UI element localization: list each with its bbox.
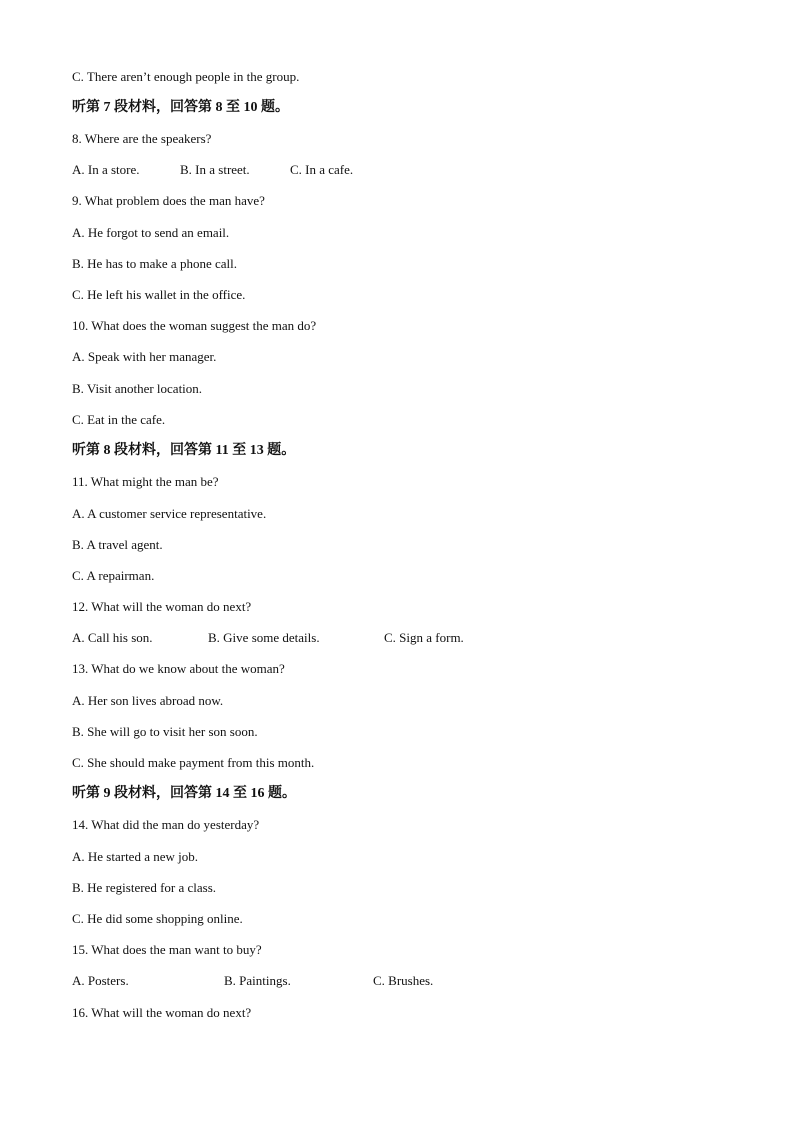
option-line: C. He left his wallet in the office. [72, 287, 246, 302]
option-line: C. He did some shopping online. [72, 911, 243, 926]
q12-option-c: C. Sign a form. [384, 630, 464, 645]
option-line: A. Her son lives abroad now. [72, 693, 224, 708]
question-14: 14. What did the man do yesterday? [72, 817, 260, 832]
question-12: 12. What will the woman do next? [72, 599, 252, 614]
option-line: A. A customer service representative. [72, 506, 267, 521]
option-line: B. He has to make a phone call. [72, 256, 237, 271]
question-8: 8. Where are the speakers? [72, 131, 212, 146]
question-10: 10. What does the woman suggest the man do? [72, 318, 317, 333]
option-line: B. She will go to visit her son soon. [72, 724, 258, 739]
q8-option-a: A. In a store. [72, 162, 140, 177]
option-line: C. A repairman. [72, 568, 155, 583]
question-15: 15. What does the man want to buy? [72, 942, 262, 957]
question-11: 11. What might the man be? [72, 474, 219, 489]
section-heading: 听第 7 段材料，回答第 8 至 10 题。 [72, 100, 289, 115]
q8-option-b: B. In a street. [180, 162, 250, 177]
question-16: 16. What will the woman do next? [72, 1005, 252, 1020]
option-line: C. She should make payment from this month. [72, 755, 315, 770]
option-line: B. He registered for a class. [72, 880, 217, 895]
option-line: C. Eat in the cafe. [72, 412, 166, 427]
q8-option-c: C. In a cafe. [290, 162, 354, 177]
section-heading: 听第 9 段材料，回答第 14 至 16 题。 [72, 786, 296, 801]
question-13: 13. What do we know about the woman? [72, 661, 285, 676]
option-line: A. Speak with her manager. [72, 349, 217, 364]
q15-option-b: B. Paintings. [224, 973, 291, 988]
q12-option-b: B. Give some details. [208, 630, 320, 645]
q12-option-a: A. Call his son. [72, 630, 153, 645]
option-line: B. Visit another location. [72, 381, 203, 396]
option-line: A. He forgot to send an email. [72, 225, 230, 240]
question-9: 9. What problem does the man have? [72, 193, 265, 208]
q15-option-c: C. Brushes. [373, 973, 434, 988]
section-heading: 听第 8 段材料，回答第 11 至 13 题。 [72, 443, 296, 458]
option-line: A. He started a new job. [72, 849, 198, 864]
option-line: B. A travel agent. [72, 537, 163, 552]
option-line: C. There aren’t enough people in the group. [72, 69, 300, 84]
q15-option-a: A. Posters. [72, 973, 129, 988]
